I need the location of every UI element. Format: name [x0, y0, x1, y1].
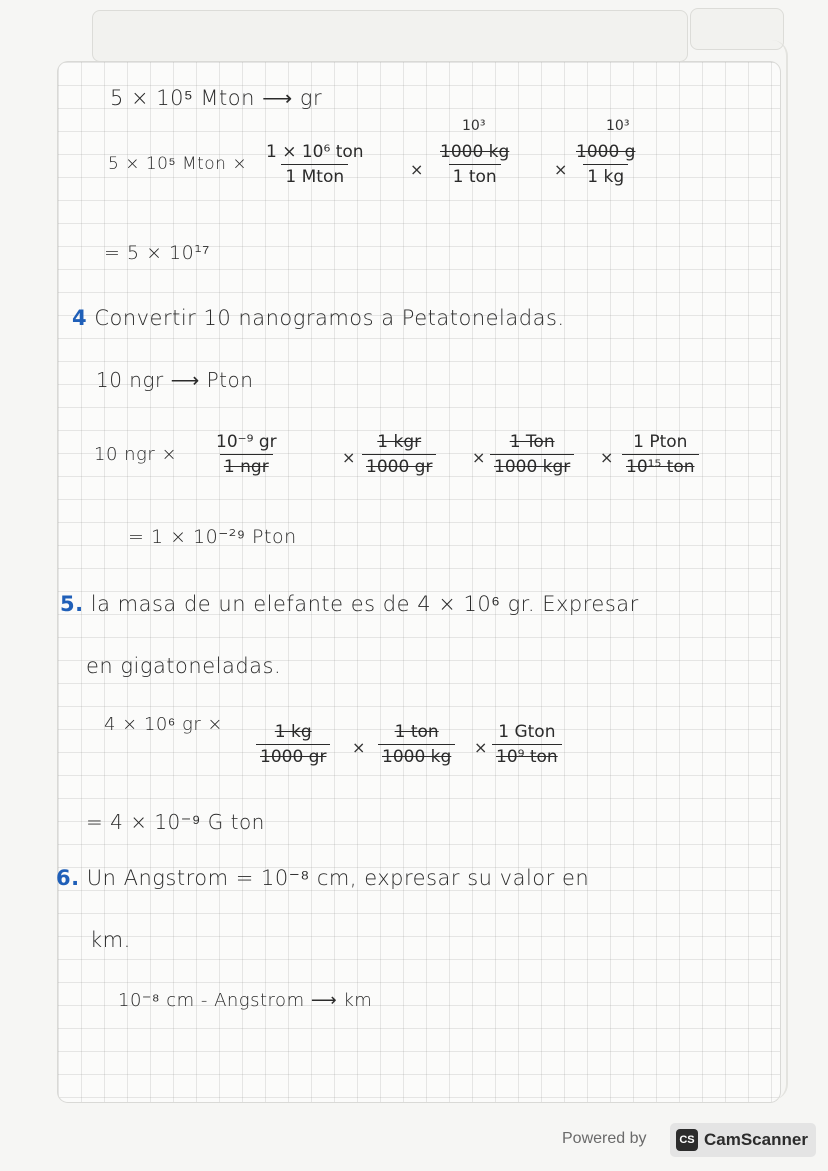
- p3-fraction-3: [572, 142, 639, 187]
- p5-f3-den: 10⁹ ton: [492, 744, 562, 767]
- p3-f2-above: 10³: [462, 118, 486, 134]
- p4-f2-den: 1000 gr: [362, 454, 436, 477]
- p5-fraction-3: [492, 722, 562, 767]
- p4-f4-den: 10¹⁵ ton: [622, 454, 699, 477]
- p6-statement-line2: km.: [90, 928, 131, 952]
- p5-statement-1: la masa de un elefante es de 4 × 10⁶ gr. Expresar: [90, 592, 639, 616]
- p5-calc-start: 4 × 10⁶ gr ×: [104, 714, 224, 735]
- p3-f3-den: 1 kg: [583, 164, 628, 187]
- times-op: ×: [554, 160, 568, 179]
- camscanner-logo-icon: CS: [676, 1129, 698, 1151]
- p4-f1-den: 1 ngr: [220, 454, 273, 477]
- p3-fraction-2: [436, 142, 513, 187]
- p5-statement-line2: en gigatoneladas.: [86, 654, 282, 678]
- p5-f1-den: 1000 gr: [256, 744, 330, 767]
- p3-f1-num: 1 × 10⁶ ton: [266, 142, 364, 162]
- p4-fraction-4: [622, 432, 699, 477]
- p5-f2-num: 1 ton: [394, 722, 439, 742]
- p6-conversion: 10⁻⁸ cm - Angstrom ⟶ km: [118, 990, 373, 1011]
- times-op: ×: [600, 448, 614, 467]
- p3-statement: 5 × 10⁵ Mton ⟶ gr: [110, 86, 323, 110]
- p4-f3-den: 1000 kgr: [490, 454, 574, 477]
- p5-fraction-2: [378, 722, 455, 767]
- p3-fraction-1: [262, 142, 368, 187]
- p5-f2-den: 1000 kg: [378, 744, 455, 767]
- notebook-page: [58, 62, 780, 1102]
- page-edge: [762, 40, 788, 1100]
- p4-f1-num: 10⁻⁹ gr: [216, 432, 277, 452]
- p4-fraction-1: [212, 432, 281, 477]
- p4-conversion: 10 ngr ⟶ Pton: [96, 368, 254, 392]
- p3-f1-den: 1 Mton: [281, 164, 348, 187]
- p5-result: = 4 × 10⁻⁹ G ton: [86, 810, 265, 834]
- times-op: ×: [352, 738, 366, 757]
- p4-number: 4: [72, 306, 88, 330]
- p3-calc-start: 5 × 10⁵ Mton ×: [108, 154, 248, 174]
- p3-result: = 5 × 10¹⁷: [104, 242, 210, 264]
- times-op: ×: [474, 738, 488, 757]
- p6-statement-1: Un Angstrom = 10⁻⁸ cm, expresar su valor en: [86, 866, 590, 890]
- p5-statement-line1: [60, 592, 639, 617]
- p3-f2-num: 1000 kg: [440, 142, 510, 162]
- notebook-tab-strip: [92, 10, 688, 62]
- p6-number: 6.: [56, 866, 80, 890]
- p4-f2-num: 1 kgr: [377, 432, 422, 452]
- powered-by-text: Powered by: [562, 1130, 647, 1147]
- times-op: ×: [410, 160, 424, 179]
- times-op: ×: [472, 448, 486, 467]
- p3-f3-above: 10³: [606, 118, 630, 134]
- camscanner-name: CamScanner: [704, 1130, 808, 1149]
- p4-calc-start: 10 ngr ×: [94, 444, 178, 465]
- p4-fraction-2: [362, 432, 436, 477]
- p4-result: = 1 × 10⁻²⁹ Pton: [128, 526, 297, 548]
- p4-fraction-3: [490, 432, 574, 477]
- times-op: ×: [342, 448, 356, 467]
- p6-statement-line1: [56, 866, 589, 891]
- p4-f3-num: 1 Ton: [509, 432, 555, 452]
- p5-fraction-1: [256, 722, 330, 767]
- p4-statement-line: [72, 306, 565, 330]
- p5-number: 5.: [60, 592, 84, 616]
- p5-f1-num: 1 kg: [274, 722, 312, 742]
- p5-f3-num: 1 Gton: [498, 722, 556, 742]
- p3-f2-den: 1 ton: [449, 164, 501, 187]
- p4-f4-num: 1 Pton: [633, 432, 688, 452]
- p3-f3-num: 1000 g: [576, 142, 636, 162]
- p4-statement: Convertir 10 nanogramos a Petatoneladas.: [94, 306, 565, 330]
